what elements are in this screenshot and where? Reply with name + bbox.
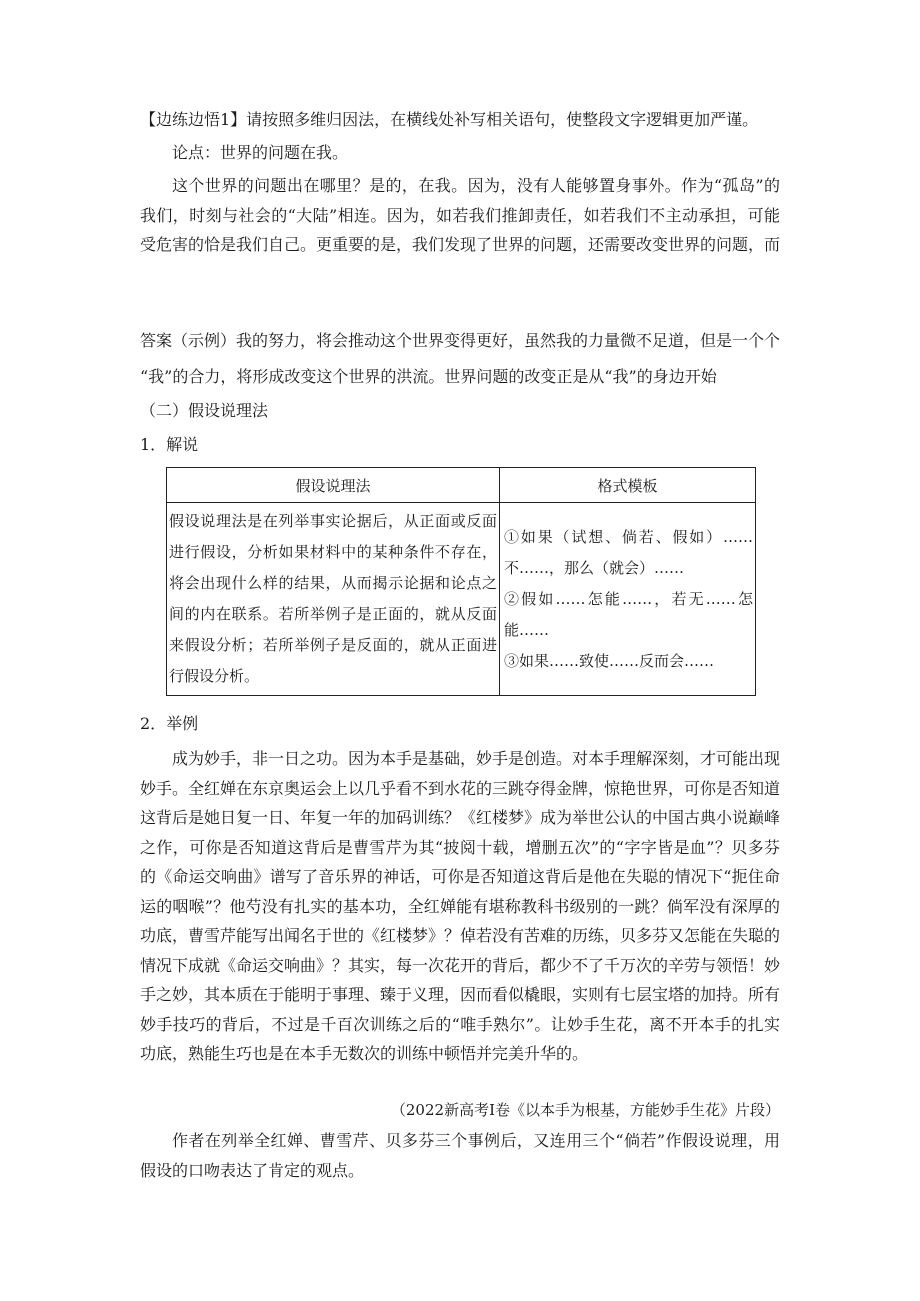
subsection-example: 2．举例 [140, 714, 199, 733]
exercise-header: 【边练边悟1】请按照多维归因法，在横线处补写相关语句，使整段文字逻辑更加严谨。 [140, 110, 759, 129]
template-cell [500, 503, 756, 696]
template-item: ③如果……致使……反而会…… [504, 651, 715, 670]
table-header-row [167, 468, 756, 503]
example-source: （2022新高考Ⅰ卷《以本手为根基，方能妙手生花》片段） [390, 1101, 780, 1119]
template-item: ①如果（试想、倘若、假如）……不……，那么（就会）…… [504, 527, 753, 577]
example-passage: 成为妙手，非一日之功。因为本手是基础，妙手是创造。对本手理解深刻，才可能出现妙手。全红婵在东京奥运会上以几乎看不到水花的三跳夺得金牌，惊艳世界，可你是否知道这背后是她日复一日、年复一年的加码训练？《红楼梦》成为举世公认的中国古典小说巅峰之作，可你是否知道这背后是曹雪芹为其“披阅十载，增删五次”的“字字皆是血”？贝多芬的《命运交响曲》谱写了音乐界的神话，可你是否知道这背后是他在失聪的情况下“扼住命运的咽喉”？他芍没有扎实的基本功，全红婵能有堪称教科书级别的一跳？倘军没有深厚的功底，曹雪芹能写出闻名于世的《红楼梦》？倬若没有苦难的历练，贝多芬又怎能在失聪的情况下成就《命运交响曲》？其实，每一次花开的背后，都少不了千万次的辛劳与领悟！妙手之妙，其本质在于能明于事理、臻于义理，因而看似橇眼，实则有七层宝塔的加持。所有妙手技巧的背后，不过是千百次训练之后的“唯手熟尔”。让妙手生花，离不开本手的扎实功底，熟能生巧也是在本手无数次的训练中顿悟并完美升华的。 [140, 749, 781, 1063]
subsection-explanation: 1．解说 [140, 435, 199, 454]
answer-line-1: 答案（示例）我的努力，将会推动这个世界变得更好，虽然我的力量微不足道，但是一个个 [140, 331, 781, 350]
section-title: （二）假设说理法 [140, 401, 269, 420]
exercise-paragraph: 这个世界的问题出在哪里？是的，在我。因为，没有人能够置身事外。作为“孤岛”的我们，时刻与社会的“大陆”相连。因为，如若我们推卸责任，如若我们不主动承担，可能受危害的恰是我们自己。更重要的是，我们发现了世界的问题，还需要改变世界的问题，而 [140, 176, 781, 254]
table-header-method: 假设说理法 [167, 468, 500, 503]
example-comment: 作者在列举全红婵、曹雪芹、贝多芬三个事例后，又连用三个“倘若”作假设说理，用假设的口吻表达了肯定的观点。 [140, 1131, 780, 1180]
template-item: ②假如……怎能……，若无……怎能…… [504, 589, 753, 639]
answer-line-2: “我”的合力，将形成改变这个世界的洪流。世界问题的改变正是从“我”的身边开始 [140, 367, 717, 386]
method-explanation: 假设说理法是在列举事实论据后，从正面或反面进行假设，分析如果材料中的某种条件不存在，将会出现什么样的结果，从而揭示论据和论点之间的内在联系。若所举例子是正面的，就从反面来假设分析；若所举例子是反面的，就从正面进行假设分析。 [167, 503, 500, 696]
thesis-line: 论点：世界的问题在我。 [172, 143, 349, 162]
comparison-table [166, 467, 756, 696]
table-row [167, 503, 756, 696]
table-header-template: 格式模板 [500, 468, 756, 503]
